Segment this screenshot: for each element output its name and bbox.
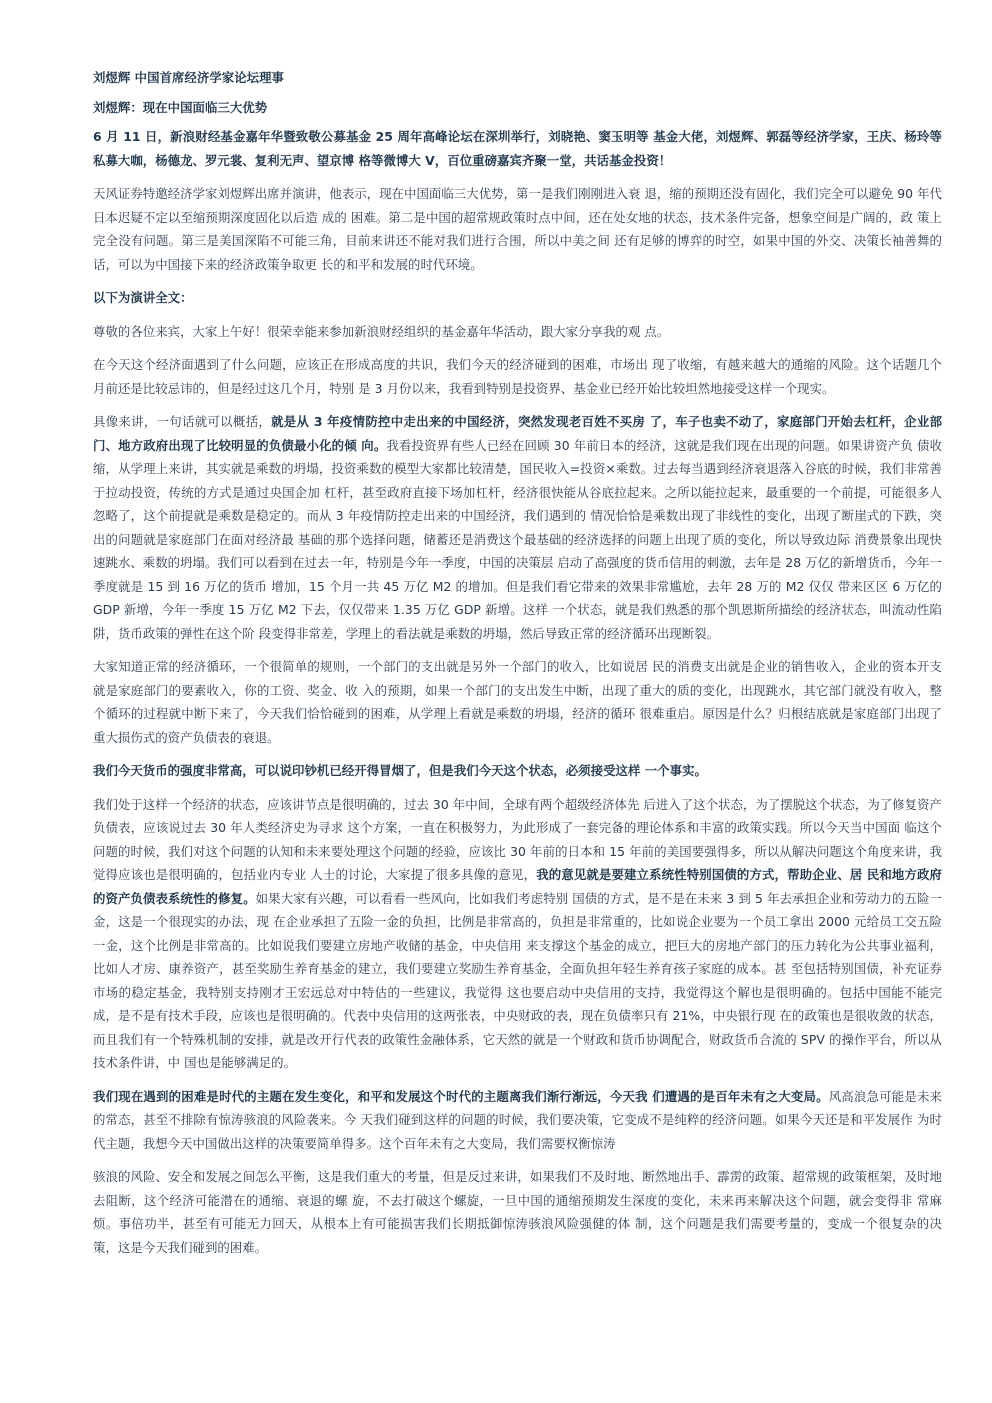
paragraph-1: 在今天这个经济面遇到了什么问题，应该正在形成高度的共识，我们今天的经济碰到的困难，市场出 现了收缩，有越来越大的通缩的风险。这个话题几个月前还是比较忌讳的，但是经过这几个月，特别 是 3 月份以来，我看到特别是投资界、基金业已经开始比较坦然地接受这样一个现实。 — [93, 357, 942, 396]
paragraph-4-bold: 我们今天货币的强度非常高，可以说印钞机已经开得冒烟了，但是我们今天这个状态，必须接受这样 一个事实。 — [93, 763, 707, 778]
lead-paragraph: 6 月 11 日，新浪财经基金嘉年华暨致敬公募基金 25 周年高峰论坛在深圳举行，刘晓艳、窦玉明等 基金大佬，刘煜辉、郭磊等经济学家，王庆、杨玲等私募大咖，杨德龙、罗元裳、复利无声、望京博 格等微博大 V，百位重磅嘉宾齐聚一堂，共话基金投资！ — [93, 129, 942, 168]
paragraph-5-rest: 如果大家有兴趣，可以看看一些风向，比如我们考虑特别 国债的方式，是不是在未来 3 到 5 年去承担企业和劳动力的五险一金，这是一个很现实的办法，现 在企业承担了五险一金的负担，比例是非常高的，负担是非常重的，比如说企业要为一个员工拿出 2000 元给员工交五险一金，这个比例是非常高的。比如说我们要建立房地产收储的基金，中央信用 来支撑这个基金的成立，把巨大的房地产部门的压力转化为公共事业福利，比如人才房、康养资产，甚至奖励生养育基金的建立，我们要建立奖励生养育基金，全面负担年轻生养育孩子家庭的成本。甚 至包括特别国债，补充证券市场的稳定基金，我特别支持刚才王宏远总对中特估的一些建议，我觉得 这也要启动中央信用的支持，我觉得这个解也是很明确的。包括中国能不能完成，是不是有技术手段，应该也是很明确的。代表中央信用的这两张表，中央财政的表，现在负债率只有 21%，中央银行现 在的政策也是很收敛的状态，而且我们有一个特殊机制的安排，就是改开行代表的政策性金融体系，它天然的就是一个财政和货币协调配合，财政货币合流的 SPV 的操作平台，所以从技术条件讲，中 国也是能够满足的。 — [93, 890, 942, 1070]
paragraph-2 — [93, 410, 942, 645]
paragraph-2-rest: 我看投资界有些人已经在回顾 30 年前日本的经济，这就是我们现在出现的问题。如果讲资产负 债收缩，从学理上来讲，其实就是乘数的坍塌，投资乘数的模型大家都比较清楚，国民收入=投资×乘数。过去每当遇到经济衰退落入谷底的时候，我们非常善于拉动投资，传统的方式是通过央国企加 杠杆，甚至政府直接下场加杠杆，经济很快能从谷底拉起来。之所以能拉起来，最重要的一个前提，可能很多人忽略了，这个前提就是乘数是稳定的。而从 3 年疫情防控走出来的中国经济，我们遇到的 情况恰恰是乘数出现了非线性的变化，出现了断崖式的下跌，突出的问题就是家庭部门在面对经济最 基础的那个选择问题，储蓄还是消费这个最基础的经济选择的问题上出现了质的变化，所以导致边际 消费景象出现快速跳水、乘数的坍塌。我们可以看到在过去一年，特别是今年一季度，中国的决策层 启动了高强度的货币信用的刺激，去年是 28 万亿的新增货币，今年一季度就是 15 到 16 万亿的货币 增加，15 个月一共 45 万亿 M2 的增加。但是我们看它带来的效果非常尴尬，去年 28 万的 M2 仅仅 带来区区 6 万亿的 GDP 新增，今年一季度 15 万亿 M2 下去，仅仅带来 1.35 万亿 GDP 新增。这样 一个状态，就是我们熟悉的那个凯恩斯所描绘的经济状态，叫流动性陷阱，货币政策的弹性在这个阶 段变得非常差，学理上的看法就是乘数的坍塌，然后导致正常的经济循环出现断裂。 — [93, 437, 943, 641]
paragraph-6 — [93, 1085, 942, 1156]
paragraph-6-bold: 我们现在遇到的困难是时代的主题在发生变化，和平和发展这个时代的主题离我们渐行渐远，今天我 们遭遇的是百年未有之大变局。 — [93, 1088, 829, 1104]
paragraph-5-intro: 我们处于这样一个经济的状态，应该讲节点是很明确的，过去 30 年中间，全球有两个超级经济体先 后进入了这个状态，为了摆脱这个状态，为了修复资产负债表，应该说过去 30 年人类经济史为寻求 这个方案，一直在积极努力，为此形成了一套完备的理论体系和丰富的政策实践。所以今天当中国面 临这个问题的时候，我们对这个问题的认知和未来要处理这个问题的经验，应该比 30 年前的日本和 15 年前的美国要强得多，所以从解决问题这个角度来讲，我觉得应该也是很明确的，包括业内专业 人士的讨论，大家提了很多具像的意见， — [93, 796, 942, 882]
greeting-paragraph: 尊敬的各位来宾，大家上午好！很荣幸能来参加新浪财经组织的基金嘉年华活动，跟大家分享我的观 点。 — [93, 323, 670, 339]
paragraph-5 — [93, 793, 942, 1075]
paragraph-7: 骇浪的风险、安全和发展之间怎么平衡，这是我们重大的考量，但是反过来讲，如果我们不及时地、断然地出手、霹雳的政策、超常规的政策框架，及时地去阻断，这个经济可能潜在的通缩、衰退的螺 旋，不去打破这个螺旋，一旦中国的通缩预期发生深度的变化，未来再来解决这个问题，就会变得非 常麻烦。事倍功半，甚至有可能无力回天，从根本上有可能损害我们长期抵御惊涛骇浪风险强健的体 制，这个问题是我们需要考量的，变成一个很复杂的决策，这是今天我们碰到的困难。 — [93, 1169, 942, 1255]
paragraph-6-rest: 风高浪急可能是未来的常态，甚至不排除有惊涛骇浪的风险袭来。今 天我们碰到这样的问题的时候，我们要决策，它变成不是纯粹的经济问题。如果今天还是和平发展作 为时代主题，我想今天中国做出这样的决策要简单得多。这个百年未有之大变局，我们需要权衡惊涛 — [93, 1088, 942, 1151]
paragraph-5-bold: 我的意见就是要建立系统性特别国债的方式，帮助企业、居 民和地方政府的资产负债表系统性的修复。 — [93, 867, 942, 906]
author-line: 刘煜辉 中国首席经济学家论坛理事 — [93, 70, 284, 85]
paragraph-3: 大家知道正常的经济循环，一个很简单的规则，一个部门的支出就是另外一个部门的收入，比如说居 民的消费支出就是企业的销售收入，企业的资本开支就是家庭部门的要素收入，你的工资、奖金、收 入的预期，如果一个部门的支出发生中断，出现了重大的质的变化，出现跳水，其它部门就没有收入，整个循环的过程就中断下来了，今天我们恰恰碰到的困难，从学理上看就是乘数的坍塌，经济的循环 很难重启。原因是什么？归根结底就是家庭部门出现了重大损伤式的资产负债表的衰退。 — [93, 659, 942, 745]
paragraph-2-intro: 具像来讲，一句话就可以概括， — [93, 414, 272, 429]
transcript-heading: 以下为演讲全文： — [93, 290, 193, 305]
article-title: 刘煜辉：现在中国面临三大优势 — [93, 99, 268, 115]
summary-paragraph: 天风证券特邀经济学家刘煜辉出席并演讲，他表示，现在中国面临三大优势，第一是我们刚刚进入衰 退，缩的预期还没有固化，我们完全可以避免 90 年代日本迟疑不定以至缩预期深度固化以后造 成的 困难。第二是中国的超常规政策时点中间，还在处女地的状态，技术条件完备，想象空间是广阔的，政 策上完全没有问题。第三是美国深陷不可能三角，目前来讲还不能对我们进行合围，所以中美之间 还有足够的博弈的时空，如果中国的外交、决策长袖善舞的话，可以为中国接下来的经济政策争取更 长的和平和发展的时代环境。 — [93, 186, 942, 272]
paragraph-2-bold: 就是从 3 年疫情防控中走出来的中国经济，突然发现老百姓不买房 了，车子也卖不动了，家庭部门开始去杠杆，企业部门、地方政府出现了比较明显的负债最小化的倾 向。 — [93, 414, 943, 453]
